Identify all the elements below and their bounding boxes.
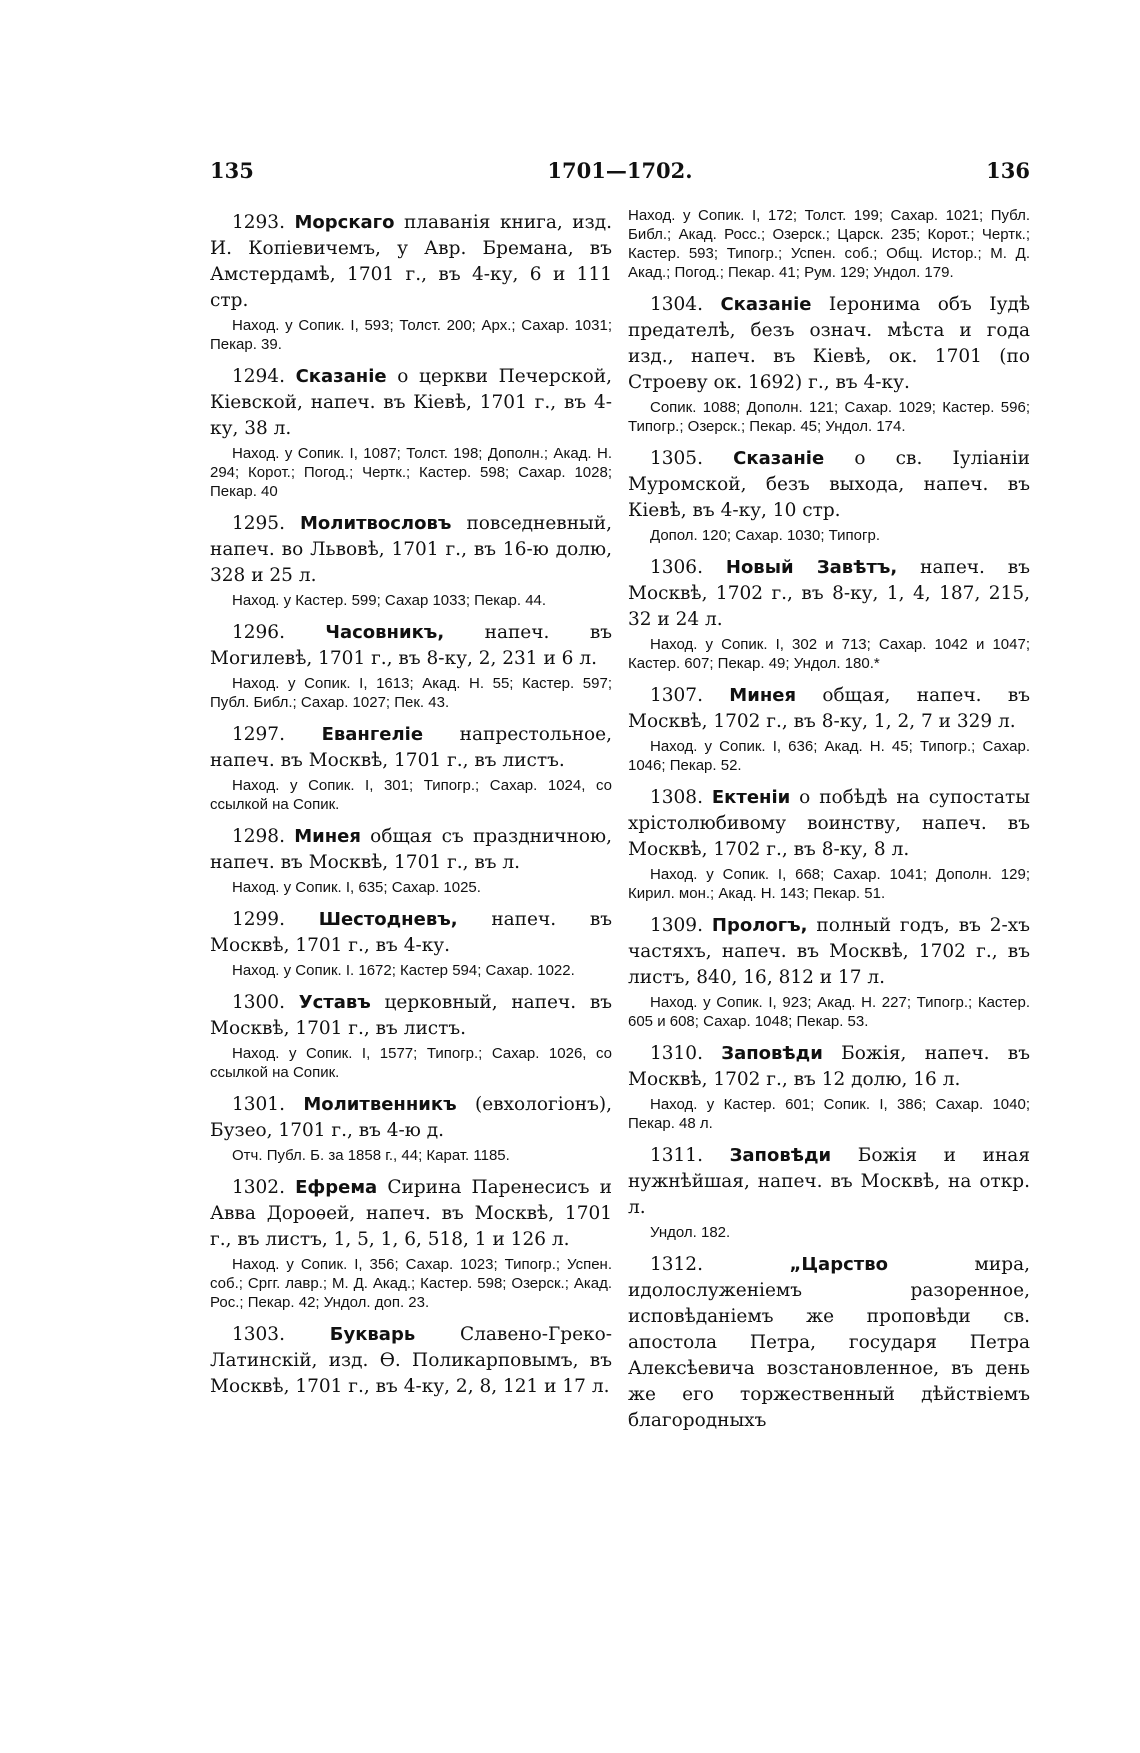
- catalog-entry: [210, 990, 612, 1082]
- entry-description: [210, 1322, 612, 1400]
- entry-number: 1295.: [232, 513, 300, 534]
- entry-text: напеч. въ Могилевѣ, 1701 г., въ 8-ку, 2, 231 и 6 л.: [210, 622, 613, 669]
- catalog-entry: [628, 446, 1030, 545]
- entry-description: [210, 511, 612, 589]
- entry-number: 1293.: [232, 212, 295, 233]
- entry-number: 1299.: [232, 909, 319, 930]
- catalog-entry: [628, 683, 1030, 775]
- entry-title: Сказаніе: [733, 448, 825, 469]
- entry-text: мира, идолослуженіемъ разоренное, исповѣданіемъ же проповѣди св. апостола Петра, государя Петра Алексѣевича возстановленное, въ день же его торжественный дѣйствіемъ благородныхъ: [628, 1254, 1030, 1431]
- entry-title: Молитвословъ: [300, 513, 452, 534]
- entry-text: напеч. въ Москвѣ, 1701 г., въ 4-ку.: [210, 909, 613, 956]
- catalog-entry: [628, 1252, 1030, 1434]
- entry-text: Іеронима объ Іудѣ предателѣ, безъ означ. мѣста и года изд., напеч. въ Кіевѣ, ок. 1701 (по Строеву ок. 1692) г., въ 4-ку.: [628, 294, 1031, 393]
- entry-holdings: Наход. у Сопик. I, 302 и 713; Сахар. 1042 и 1047; Кастер. 607; Пекар. 49; Ундол. 180.*: [628, 636, 1030, 672]
- entry-description: [210, 210, 612, 314]
- entry-holdings: Наход. у Сопик. I, 636; Акад. Н. 45; Типогр.; Сахар. 1046; Пекар. 52.: [628, 738, 1030, 774]
- entry-description: [628, 292, 1030, 396]
- entry-holdings: Наход. у Сопик. I, 593; Толст. 200; Арх.; Сахар. 1031; Пекар. 39.: [210, 317, 612, 353]
- entry-text: о св. Іуліаніи Муромской, безъ выхода, напеч. въ Кіевѣ, въ 4-ку, 10 стр.: [628, 448, 1030, 521]
- catalog-entry: [210, 722, 612, 814]
- catalog-entry: [210, 210, 612, 354]
- entry-holdings: Наход. у Сопик. I. 1672; Кастер 594; Сахар. 1022.: [232, 962, 575, 979]
- entry-number: 1294.: [232, 366, 296, 387]
- entry-number: 1297.: [232, 724, 322, 745]
- entry-description: [210, 364, 612, 442]
- catalog-entry: [628, 785, 1030, 903]
- entry-number: 1307.: [650, 685, 730, 706]
- entry-title: Минея: [729, 685, 797, 706]
- entry-text: Божія, напеч. въ Москвѣ, 1702 г., въ 12 долю, 16 л.: [628, 1043, 1030, 1090]
- catalog-entry: [210, 1092, 612, 1165]
- catalog-entry: [628, 292, 1030, 436]
- entry-number: 1304.: [650, 294, 721, 315]
- entry-holdings: Наход. у Сопик. I, 923; Акад. Н. 227; Типогр.; Кастер. 605 и 608; Сахар. 1048; Пекар. 53.: [628, 994, 1030, 1030]
- entry-holdings: Наход. у Сопик. I, 635; Сахар. 1025.: [232, 879, 481, 896]
- entry-text: (евхологіонъ), Бузео, 1701 г., въ 4-ю д.: [210, 1094, 612, 1141]
- entry-number: 1308.: [650, 787, 712, 808]
- entry-description: [628, 1041, 1030, 1093]
- right-page-number: 136: [986, 158, 1030, 183]
- entry-holdings: Наход. у Сопик. I, 1577; Типогр.; Сахар. 1026, со ссылкой на Сопик.: [210, 1045, 612, 1081]
- entry-title: Ефрема: [295, 1177, 378, 1198]
- entry-holdings: Наход. у Сопик. I, 356; Сахар. 1023; Типогр.; Успен. соб.; Сргг. лавр.; М. Д. Акад.; Кастер. 598; Озерск.; Акад. Рос.; Пекар. 42; Ундол. доп. 23.: [210, 1256, 612, 1311]
- entry-text: повседневный, напеч. во Львовѣ, 1701 г., въ 16-ю долю, 328 и 25 л.: [210, 513, 612, 586]
- entry-holdings: Наход. у Кастер. 599; Сахар 1033; Пекар. 44.: [232, 592, 547, 609]
- entry-title: Уставъ: [298, 992, 371, 1013]
- entry-holdings: Наход. у Сопик. I, 668; Сахар. 1041; Дополн. 129; Кирил. мон.; Акад. Н. 143; Пекар. 51.: [628, 866, 1030, 902]
- entry-number: 1309.: [650, 915, 712, 936]
- entry-title: Часовникъ,: [325, 622, 445, 643]
- entry-text: напеч. въ Москвѣ, 1702 г., въ 8-ку, 1, 4, 187, 215, 32 и 24 л.: [628, 557, 1030, 630]
- entry-description: [210, 1175, 612, 1253]
- entry-description: [210, 990, 612, 1042]
- entry-title: „Царство: [789, 1254, 888, 1275]
- entry-number: 1296.: [232, 622, 326, 643]
- entry-number: 1305.: [650, 448, 734, 469]
- catalog-entry: [210, 1175, 612, 1312]
- entry-title: Ектеніи: [711, 787, 791, 808]
- catalog-entry: [210, 364, 612, 501]
- page-header: [210, 158, 1030, 188]
- entry-text: Славено-Греко-Латинскій, изд. Ѳ. Поликарповымъ, въ Москвѣ, 1701 г., въ 4-ку, 2, 8, 121 и 17 л.: [210, 1324, 612, 1397]
- entry-number: 1306.: [650, 557, 726, 578]
- entry-title: Букварь: [329, 1324, 416, 1345]
- entry-text: полный годъ, въ 2-хъ частяхъ, напеч. въ Москвѣ, 1702 г., въ листъ, 840, 16, 812 и 17 л.: [628, 915, 1031, 988]
- catalog-entry: [628, 555, 1030, 673]
- left-column: [210, 210, 612, 1410]
- entry-title: Морскаго: [294, 212, 395, 233]
- entry-description: [210, 1092, 612, 1144]
- entry-title: Сказаніе: [295, 366, 387, 387]
- running-title: 1701—1702.: [547, 158, 693, 183]
- entry-holdings: Наход. у Сопик. I, 301; Типогр.; Сахар. 1024, со ссылкой на Сопик.: [210, 777, 612, 813]
- entry-holdings: Сопик. 1088; Дополн. 121; Сахар. 1029; Кастер. 596; Типогр.; Озерск.; Пекар. 45; Ундол. 174.: [628, 399, 1030, 435]
- entry-description: [628, 446, 1030, 524]
- entry-description: [628, 1143, 1030, 1221]
- entry-title: Прологъ,: [711, 915, 808, 936]
- entry-description: [210, 824, 612, 876]
- entry-text: церковный, напеч. въ Москвѣ, 1701 г., въ листъ.: [210, 992, 613, 1039]
- entry-number: 1303.: [232, 1324, 330, 1345]
- continuation-note: Наход. у Сопик. I, 172; Толст. 199; Сахар. 1021; Публ. Библ.; Акад. Росс.; Озерск.; Царск. 235; Корот.; Чертк.; Кастер. 593; Типогр.; Успен. соб.; Общ. Истор.; М. Д. Акад.; Погод.; Пекар. 41; Рум. 129; Ундол. 179.: [628, 207, 1030, 281]
- entry-description: [628, 785, 1030, 863]
- catalog-entry: [210, 620, 612, 712]
- entry-title: Новый Завѣтъ,: [725, 557, 898, 578]
- entry-description: [628, 913, 1030, 991]
- catalog-entry: [210, 1322, 612, 1400]
- entry-description: [628, 555, 1030, 633]
- entry-text: Сирина Паренесисъ и Авва Дороѳей, напеч. въ Москвѣ, 1701 г., въ листъ, 1, 5, 1, 6, 518, 1 и 126 л.: [210, 1177, 612, 1250]
- entry-description: [210, 722, 612, 774]
- entry-holdings: Ундол. 182.: [650, 1224, 731, 1241]
- entry-description: [210, 907, 612, 959]
- entry-text: о церкви Печерской, Кіевской, напеч. въ Кіевѣ, 1701 г., въ 4-ку, 38 л.: [210, 366, 612, 439]
- entry-text: Божія и иная нужнѣйшая, напеч. въ Москвѣ, на откр. л.: [628, 1145, 1030, 1218]
- entry-description: [628, 1252, 1030, 1434]
- entry-number: 1310.: [650, 1043, 722, 1064]
- entry-text: общая съ праздничною, напеч. въ Москвѣ, 1701 г., въ л.: [210, 826, 612, 873]
- entry-title: Заповѣди: [721, 1043, 823, 1064]
- entry-number: 1300.: [232, 992, 299, 1013]
- catalog-entry: [210, 824, 612, 897]
- entry-holdings: Наход. у Кастер. 601; Сопик. I, 386; Сахар. 1040; Пекар. 48 л.: [628, 1096, 1030, 1132]
- catalog-entry: [210, 511, 612, 610]
- entry-description: [210, 620, 612, 672]
- left-page-number: 135: [210, 158, 254, 183]
- catalog-entry: [628, 1143, 1030, 1242]
- entry-title: Шестодневъ,: [318, 909, 458, 930]
- entry-holdings: Отч. Публ. Б. за 1858 г., 44; Карат. 1185.: [232, 1147, 510, 1164]
- entry-number: 1312.: [650, 1254, 790, 1275]
- entry-number: 1298.: [232, 826, 295, 847]
- entry-number: 1302.: [232, 1177, 296, 1198]
- catalog-entry: [628, 913, 1030, 1031]
- catalog-entry: [628, 1041, 1030, 1133]
- entry-text: напрестольное, напеч. въ Москвѣ, 1701 г., въ листъ.: [210, 724, 613, 771]
- entry-number: 1301.: [232, 1094, 304, 1115]
- entry-number: 1311.: [650, 1145, 730, 1166]
- entry-title: Евангеліе: [321, 724, 424, 745]
- entry-title: Минея: [294, 826, 361, 847]
- entry-description: [628, 683, 1030, 735]
- entry-title: Молитвенникъ: [303, 1094, 457, 1115]
- entry-text: о побѣдѣ на супостаты хрістолюбивому воинству, напеч. въ Москвѣ, 1702 г., въ 8-ку, 8 л.: [628, 787, 1030, 860]
- right-column: [628, 206, 1030, 1444]
- entry-holdings: Наход. у Сопик. I, 1613; Акад. Н. 55; Кастер. 597; Публ. Библ.; Сахар. 1027; Пек. 43.: [210, 675, 612, 711]
- entry-text: плаванія книга, изд. И. Копіевичемъ, у Авр. Бремана, въ Амстердамѣ, 1701 г., въ 4-ку, 6 и 111 стр.: [210, 212, 612, 311]
- entry-title: Заповѣди: [729, 1145, 832, 1166]
- entry-holdings: Допол. 120; Сахар. 1030; Типогр.: [650, 527, 880, 544]
- catalog-entry: [210, 907, 612, 980]
- entry-title: Сказаніе: [720, 294, 812, 315]
- entry-holdings: Наход. у Сопик. I, 1087; Толст. 198; Дополн.; Акад. Н. 294; Корот.; Погод.; Чертк.; Кастер. 598; Сахар. 1028; Пекар. 40: [210, 445, 612, 500]
- entry-text: общая, напеч. въ Москвѣ, 1702 г., въ 8-ку, 1, 2, 7 и 329 л.: [628, 685, 1031, 732]
